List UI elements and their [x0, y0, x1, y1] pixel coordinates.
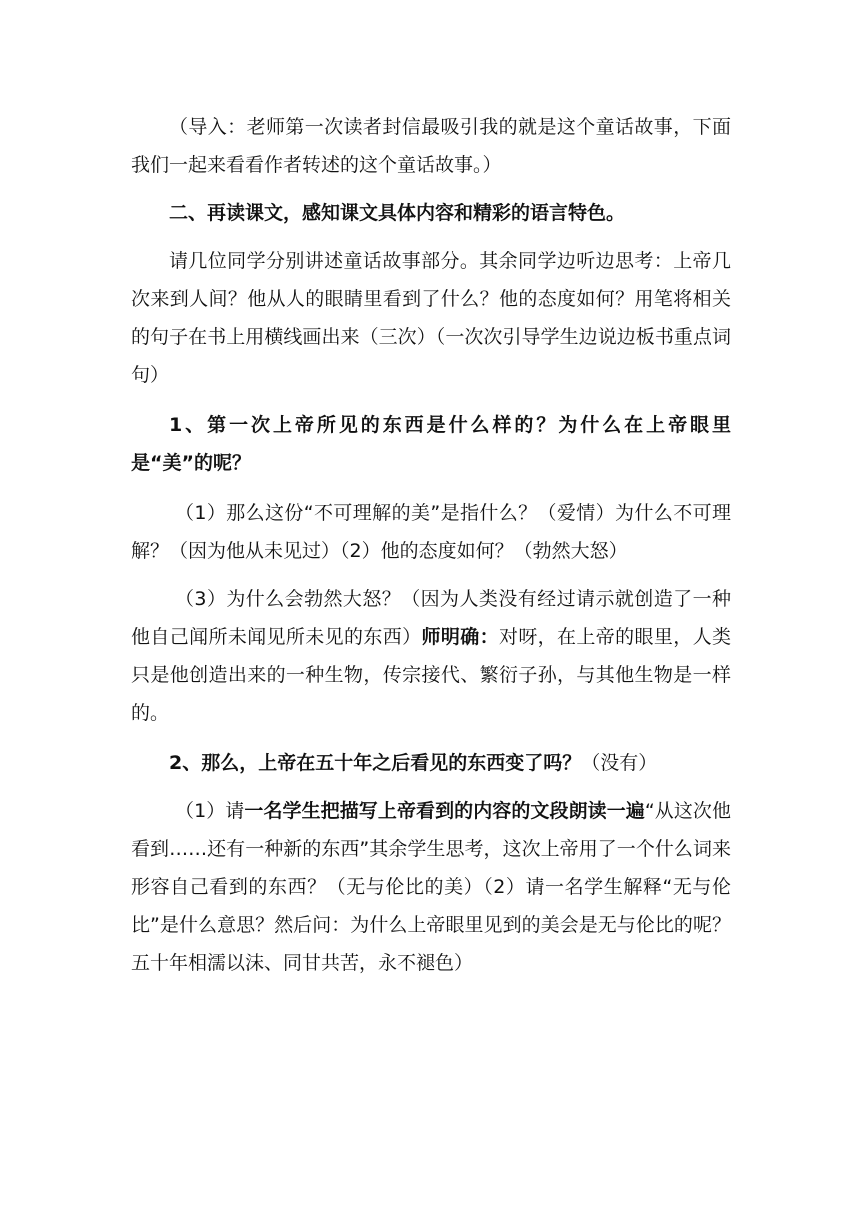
- question-1-part-b-text: （3）为什么会勃然大怒？（因为人类没有经过请示就创造了一种他自己闻所未闻见所未见的东西）: [131, 588, 731, 648]
- question-1-part-b: [131, 580, 731, 732]
- section-heading: 二、再读课文，感知课文具体内容和精彩的语言特色。: [169, 202, 626, 224]
- question-2-answer: （没有）: [581, 752, 658, 774]
- question-2-title: 2、那么，上帝在五十年之后看见的东西变了吗？: [169, 752, 582, 774]
- intro-paragraph: （导入：老师第一次读者封信最吸引我的就是这个童话故事，下面我们一起来看看作者转述的这个童话故事。）: [131, 116, 731, 176]
- question-2-body-emphasis: 一名学生把描写上帝看到的内容的文段朗读一遍: [244, 800, 645, 822]
- question-1-part-a: （1）那么这份“不可理解的美”是指什么？（爱情）为什么不可理解？（因为他从未见过）（2）他的态度如何？（勃然大怒）: [131, 502, 731, 562]
- question-1-heading: 1、第一次上帝所见的东西是什么样的？为什么在上帝眼里是“美”的呢？: [131, 414, 731, 474]
- instruction-paragraph: 请几位同学分别讲述童话故事部分。其余同学边听边思考：上帝几次来到人间？他从人的眼睛里看到了什么？他的态度如何？用笔将相关的句子在书上用横线画出来（三次）（一次次引导学生边说边板书重点词句）: [131, 250, 731, 386]
- teacher-clarify-label: 师明确：: [421, 626, 499, 648]
- question-1-part-b-explanation: 对呀，在上帝的眼里，人类只是他创造出来的一种生物，传宗接代、繁衍子孙，与其他生物是一样的。: [131, 626, 731, 724]
- question-2-body: [131, 792, 731, 982]
- question-2-body-prefix: （1）请: [175, 800, 245, 822]
- question-2-body-rest: “从这次他看到……还有一种新的东西”其余学生思考，这次上帝用了一个什么词来形容自己看到的东西？（无与伦比的美）（2）请一名学生解释“无与伦比”是什么意思？然后问：为什么上帝眼里见到的美会是无与伦比的呢？五十年相濡以沫、同甘共苦，永不褪色）: [131, 800, 731, 974]
- question-2-heading: [131, 744, 731, 782]
- document-page: [131, 108, 731, 982]
